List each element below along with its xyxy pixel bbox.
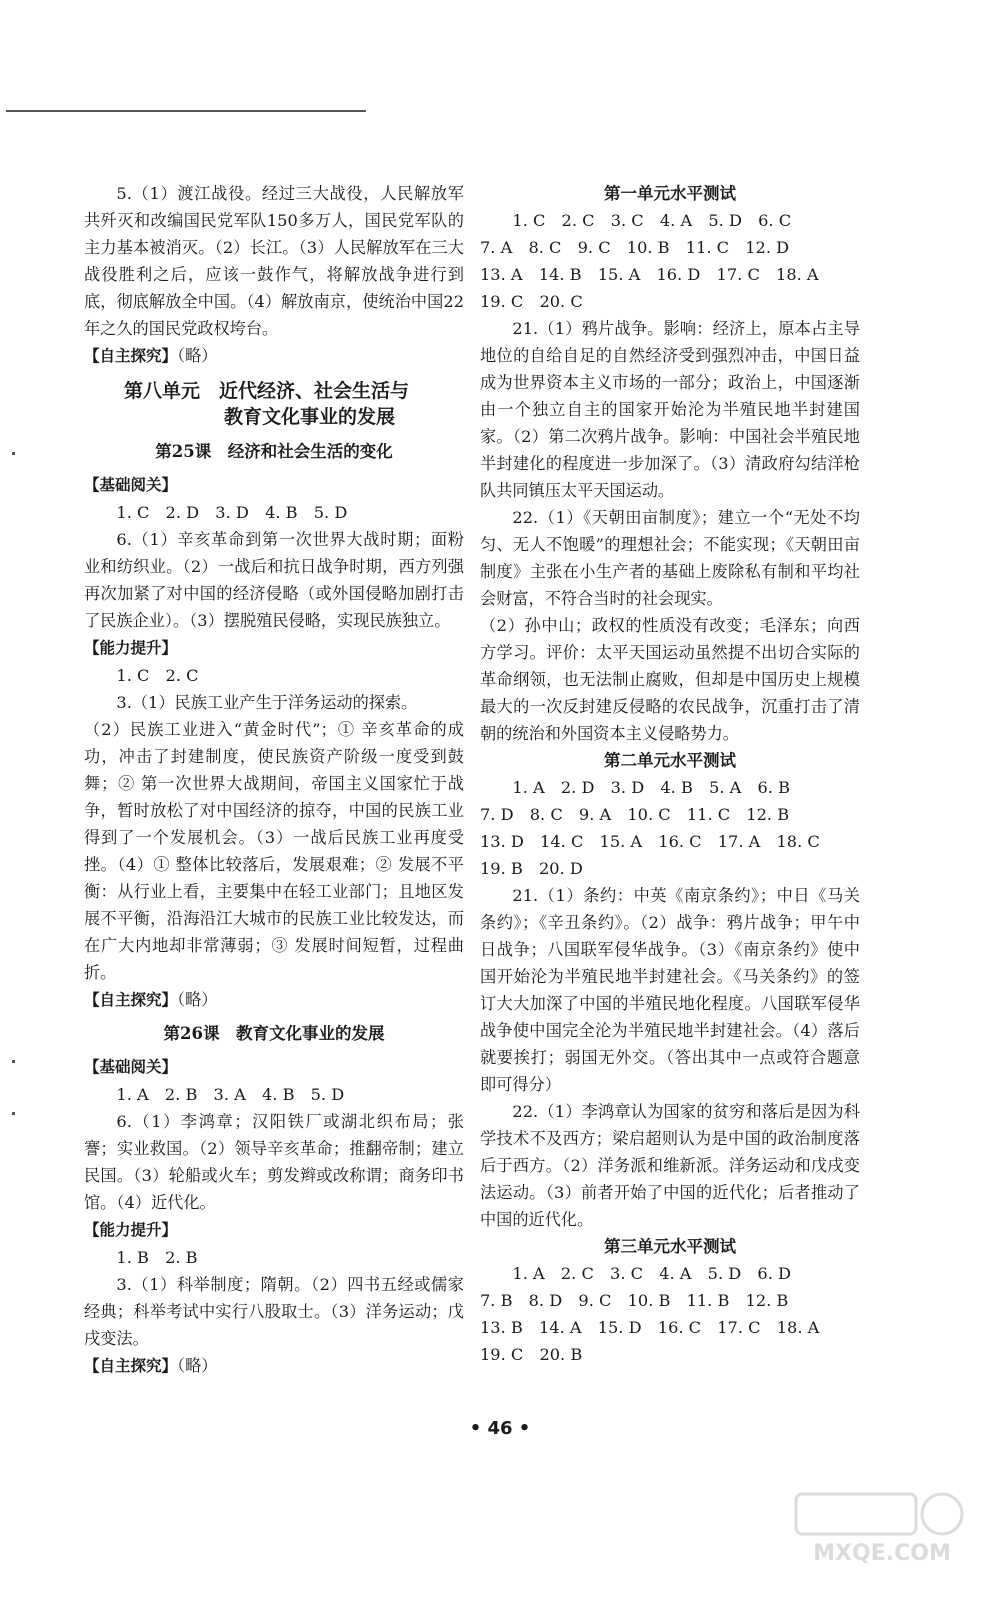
section-tag [84, 986, 464, 1014]
section-tag-label: 【能力提升】 [84, 639, 178, 657]
section-tag-note: （略） [177, 346, 218, 365]
answer-paragraph: 3.（1）科举制度；隋朝。（2）四书五经或儒家经典；科举考试中实行八股取士。（3）洋务运动；戊戌变法。 [84, 1275, 464, 1348]
section-tag-note: （略） [177, 1356, 218, 1375]
right-column [480, 180, 860, 1368]
margin-dot [12, 452, 15, 455]
section-tag-label: 【自主探究】 [84, 1357, 178, 1375]
unit-heading [84, 378, 464, 430]
answer-paragraph: 1. A 2. D 3. D 4. B 5. A 6. B [512, 778, 790, 797]
section-tag [84, 1352, 464, 1380]
answer-paragraph: 1. C 2. C 3. C 4. A 5. D 6. C [512, 211, 792, 230]
margin-dot [12, 1060, 15, 1063]
section-tag [84, 1053, 464, 1081]
answer-paragraph: 7. B 8. D 9. C 10. B 11. B 12. B [480, 1291, 789, 1310]
answer-paragraph: 7. D 8. C 9. A 10. C 11. C 12. B [480, 805, 790, 824]
answer-paragraph: 13. D 14. C 15. A 16. C 17. A 18. C [480, 832, 820, 851]
answer-paragraph: 19. B 20. D [480, 859, 583, 878]
section-tag [84, 471, 464, 499]
test-heading: 第二单元水平测试 [604, 751, 736, 770]
answer-paragraph: 6.（1）李鸿章；汉阳铁厂或湖北织布局；张謇；实业救国。（2）领导辛亥革命；推翻帝制；建立民国。（3）轮船或火车；剪发辫或改称谓；商务印书馆。（4）近代化。 [84, 1112, 464, 1212]
section-tag [84, 342, 464, 370]
unit-heading-line: 教育文化事业的发展 [224, 406, 396, 428]
lesson-heading: 第26课 教育文化事业的发展 [163, 1024, 385, 1043]
answer-paragraph: 19. C 20. B [480, 1345, 583, 1364]
section-tag-label: 【自主探究】 [84, 991, 178, 1009]
answer-paragraph: 3.（1）民族工业产生于洋务运动的探索。 [116, 693, 418, 712]
watermark-logo [792, 1490, 972, 1570]
answer-paragraph: 1. C 2. C [116, 666, 199, 685]
answer-paragraph: 5.（1）渡江战役。经过三大战役，人民解放军共歼灭和改编国民党军队150多万人，国民党军队的主力基本被消灭。（2）长江。（3）人民解放军在三大战役胜利之后，应该一鼓作气，将解放战争进行到底，彻底解放全中国。（4）解放南京，使统治中国22年之久的国民党政权垮台。 [84, 184, 464, 338]
answer-paragraph: 1. A 2. B 3. A 4. B 5. D [116, 1085, 345, 1104]
section-tag-note: （略） [177, 990, 218, 1009]
section-tag [84, 634, 464, 662]
answer-paragraph: （2）孙中山；政权的性质没有改变；毛泽东；向西方学习。评价：太平天国运动虽然提不出切合实际的革命纲领，也无法制止腐败，但却是中国历史上规模最大的一次反封建反侵略的农民战争，沉重打击了清朝的统治和外国资本主义侵略势力。 [480, 616, 860, 743]
answer-paragraph: 6.（1）辛亥革命到第一次世界大战时期；面粉业和纺织业。（2）一战后和抗日战争时期，西方列强再次加紧了对中国的经济侵略（或外国侵略加剧打击了民族企业）。（3）摆脱殖民侵略，实现民族独立。 [84, 530, 464, 630]
test-heading: 第三单元水平测试 [604, 1237, 736, 1256]
answer-paragraph: 21.（1）鸦片战争。影响：经济上，原本占主导地位的自给自足的自然经济受到强烈冲击，中国日益成为世界资本主义市场的一部分；政治上，中国逐渐由一个独立自主的国家开始沦为半殖民地半封建国家。（2）第二次鸦片战争。影响：中国社会半殖民地半封建化的程度进一步加深了。（3）清政府勾结洋枪队共同镇压太平天国运动。 [480, 319, 860, 500]
section-tag [84, 1216, 464, 1244]
answer-paragraph: （2）民族工业进入“黄金时代”；① 辛亥革命的成功，冲击了封建制度，使民族资产阶级一度受到鼓舞；② 第一次世界大战期间，帝国主义国家忙于战争，暂时放松了对中国经济的掠夺，中国的民族工业得到了一个发展机会。（3）一战后民族工业再度受挫。（4）① 整体比较落后，发展艰难；② 发展不平衡：从行业上看，主要集中在轻工业部门；且地区发展不平衡，沿海沿江大城市的民族工业比较发达，而在广大内地却非常薄弱；③ 发展时间短暂，过程曲折。 [84, 720, 464, 982]
section-tag-label: 【自主探究】 [84, 347, 178, 365]
header-rule [6, 110, 366, 112]
answer-paragraph: 1. A 2. C 3. C 4. A 5. D 6. D [512, 1264, 791, 1283]
test-heading: 第一单元水平测试 [604, 184, 736, 203]
answer-paragraph: 13. A 14. B 15. A 16. D 17. C 18. A [480, 265, 819, 284]
answer-paragraph: 21.（1）条约：中英《南京条约》；中日《马关条约》；《辛丑条约》。（2）战争：鸦片战争；甲午中日战争；八国联军侵华战争。（3）《南京条约》使中国开始沦为半殖民地半封建社会。《马关条约》的签订大大加深了中国的半殖民地化程度。八国联军侵华战争使中国完全沦为半殖民地半封建社会。（4）落后就要挨打；弱国无外交。（答出其中一点或符合题意即可得分） [480, 886, 860, 1094]
left-column [84, 180, 464, 1380]
unit-heading-line: 第八单元 近代经济、社会生活与 [124, 380, 410, 402]
svg-text:MXQE.COM: MXQE.COM [813, 1541, 951, 1566]
answer-paragraph: 22.（1）《天朝田亩制度》；建立一个“无处不均匀、无人不饱暖”的理想社会；不能实现；《天朝田亩制度》主张在小生产者的基础上废除私有制和平均社会财富，不符合当时的社会现实。 [480, 508, 860, 608]
lesson-heading: 第25课 经济和社会生活的变化 [155, 442, 393, 461]
margin-dot [12, 1112, 15, 1115]
answer-paragraph: 7. A 8. C 9. C 10. B 11. C 12. D [480, 238, 790, 257]
section-tag-label: 【基础阅关】 [84, 1058, 178, 1076]
answer-paragraph: 1. B 2. B [116, 1248, 198, 1267]
answer-paragraph: 19. C 20. C [480, 292, 583, 311]
page-number: • 46 • [469, 1418, 531, 1439]
answer-paragraph: 22.（1）李鸿章认为国家的贫穷和落后是因为科学技术不及西方；梁启超则认为是中国的政治制度落后于西方。（2）洋务派和维新派。洋务运动和戊戌变法运动。（3）前者开始了中国的近代化；后者推动了中国的近代化。 [480, 1102, 860, 1229]
section-tag-label: 【基础阅关】 [84, 476, 178, 494]
section-tag-label: 【能力提升】 [84, 1221, 178, 1239]
answer-paragraph: 1. C 2. D 3. D 4. B 5. D [116, 503, 348, 522]
answer-paragraph: 13. B 14. A 15. D 16. C 17. C 18. A [480, 1318, 820, 1337]
